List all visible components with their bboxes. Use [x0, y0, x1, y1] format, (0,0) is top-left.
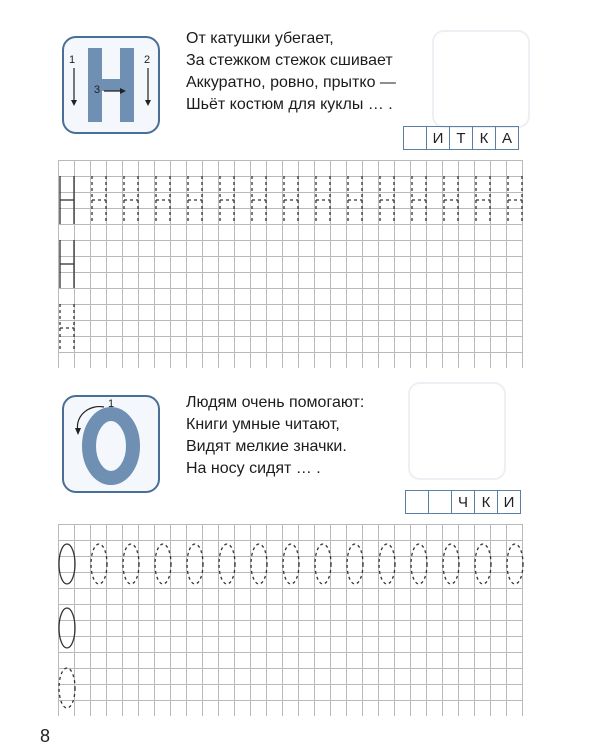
trace-letter-o-dashed [219, 544, 235, 584]
trace-letter-o-dashed [475, 544, 491, 584]
answer-cell: И [497, 490, 521, 514]
stroke-number: 2 [144, 54, 151, 66]
letter-card-o [62, 395, 160, 493]
poem-line: Книги умные читают, [186, 416, 340, 433]
answer-cell: К [474, 490, 498, 514]
trace-letter-o-dashed [155, 544, 171, 584]
poem-line: На носу сидят … . [186, 460, 321, 477]
trace-letter-o [59, 544, 75, 584]
background-letter-ghost [408, 382, 506, 480]
trace-letter-o-dashed [59, 668, 75, 708]
trace-letter-o-dashed [283, 544, 299, 584]
background-letter-ghost [432, 30, 530, 128]
poem-line: Аккуратно, ровно, прытко — [186, 74, 396, 91]
stroke-number: 1 [108, 398, 115, 410]
trace-letter-o-dashed [411, 544, 427, 584]
answer-cell: К [472, 126, 496, 150]
letter-n-stroke-diagram [64, 38, 158, 132]
riddle-poem-2 [186, 392, 364, 480]
trace-letter-o-dashed [251, 544, 267, 584]
answer-boxes-1 [404, 126, 519, 150]
writing-grid-n[interactable] [58, 160, 532, 368]
trace-letter-o-dashed [443, 544, 459, 584]
answer-blank-cell[interactable] [428, 490, 452, 514]
letter-card-n [62, 36, 160, 134]
poem-line: Людям очень помогают: [186, 394, 365, 411]
letter-o-stroke-diagram [64, 397, 158, 491]
trace-letter-o-dashed [91, 544, 107, 584]
answer-cell: Т [449, 126, 473, 150]
answer-cell: И [426, 126, 450, 150]
trace-letter-o-dashed [507, 544, 523, 584]
poem-line: За стежком стежок сшивает [186, 52, 393, 69]
poem-line: Шьёт костюм для куклы … . [186, 96, 393, 113]
trace-letter-o-dashed [187, 544, 203, 584]
letter-o-shape [89, 414, 133, 478]
answer-boxes-2 [406, 490, 521, 514]
writing-grid-o[interactable] [58, 524, 532, 716]
answer-cell: А [495, 126, 519, 150]
answer-blank-cell[interactable] [403, 126, 427, 150]
trace-letter-o-dashed [379, 544, 395, 584]
answer-cell: Ч [451, 490, 475, 514]
poem-line: Видят мелкие значки. [186, 438, 347, 455]
poem-line: От катушки убегает, [186, 30, 334, 47]
trace-letter-o [59, 608, 75, 648]
answer-blank-cell[interactable] [405, 490, 429, 514]
trace-letter-o-dashed [315, 544, 331, 584]
page-number: 8 [40, 726, 51, 746]
trace-letter-o-dashed [347, 544, 363, 584]
stroke-number: 3 [94, 84, 101, 96]
trace-letter-o-dashed [123, 544, 139, 584]
stroke-number: 1 [69, 54, 76, 66]
riddle-poem-1 [186, 28, 396, 116]
